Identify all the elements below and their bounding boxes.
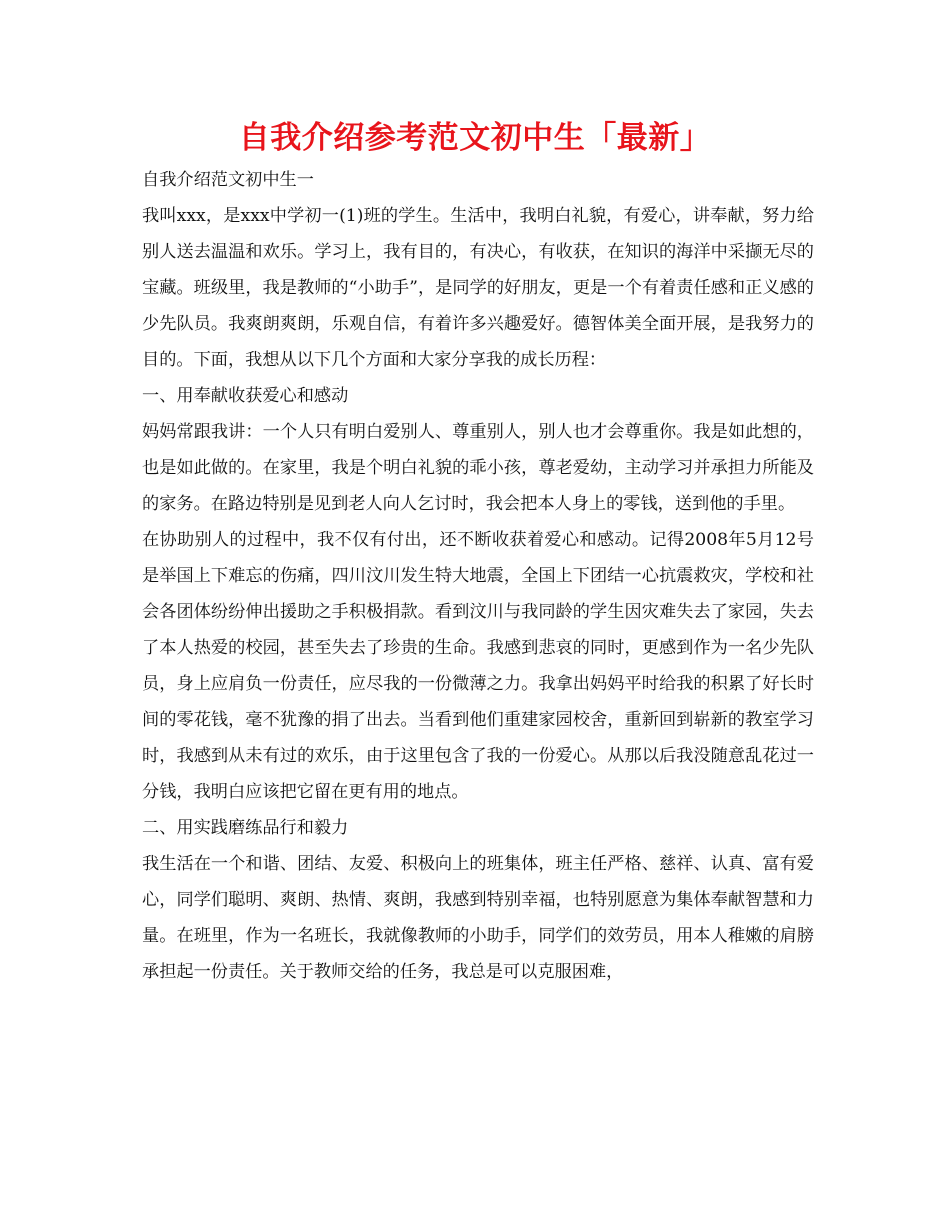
paragraph: 在协助别人的过程中，我不仅有付出，还不断收获着爱心和感动。记得2008年5月12号是举国上下难忘的伤痛，四川汶川发生特大地震，全国上下团结一心抗震救灾，学校和社会各团体纷纷伸出援助之手积极捐款。看到汶川与我同龄的学生因灾难失去了家园，失去了本人热爱的校园，甚至失去了珍贵的生命。我感到悲哀的同时，更感到作为一名少先队员，身上应肩负一份责任，应尽我的一份微薄之力。我拿出妈妈平时给我的积累了好长时间的零花钱，毫不犹豫的捐了出去。当看到他们重建家园校舍，重新回到崭新的教室学习时，我感到从未有过的欢乐，由于这里包含了我的一份爱心。从那以后我没随意乱花过一分钱，我明白应该把它留在更有用的地点。 [142,530,814,802]
paragraph: 妈妈常跟我讲：一个人只有明白爱别人、尊重别人，别人也才会尊重你。我是如此想的，也是如此做的。在家里，我是个明白礼貌的乖小孩，尊老爱幼，主动学习并承担力所能及的家务。在路边特别是见到老人向人乞讨时，我会把本人身上的零钱，送到他的手里。 [142,422,814,514]
document-title: 自我介绍参考范文初中生「最新」 [238,120,712,156]
section-heading: 二、用实践磨练品行和毅力 [142,818,349,838]
section-heading: 一、用奉献收获爱心和感动 [142,386,349,406]
document-body [142,162,814,990]
paragraph: 我生活在一个和谐、团结、友爱、积极向上的班集体，班主任严格、慈祥、认真、富有爱心，同学们聪明、爽朗、热情、爽朗，我感到特别幸福，也特别愿意为集体奉献智慧和力量。在班里，作为一名班长，我就像教师的小助手，同学们的效劳员，用本人稚嫩的肩膀承担起一份责任。关于教师交给的任务，我总是可以克服困难， [142,854,814,982]
section-heading: 自我介绍范文初中生一 [142,170,314,190]
paragraph: 我叫xxx，是xxx中学初一(1)班的学生。生活中，我明白礼貌，有爱心，讲奉献，努力给别人送去温温和欢乐。学习上，我有目的，有决心，有收获，在知识的海洋中采撷无尽的宝藏。班级里，我是教师的“小助手”，是同学的好朋友，更是一个有着责任感和正义感的少先队员。我爽朗爽朗，乐观自信，有着许多兴趣爱好。德智体美全面开展，是我努力的目的。下面，我想从以下几个方面和大家分享我的成长历程： [142,206,814,370]
